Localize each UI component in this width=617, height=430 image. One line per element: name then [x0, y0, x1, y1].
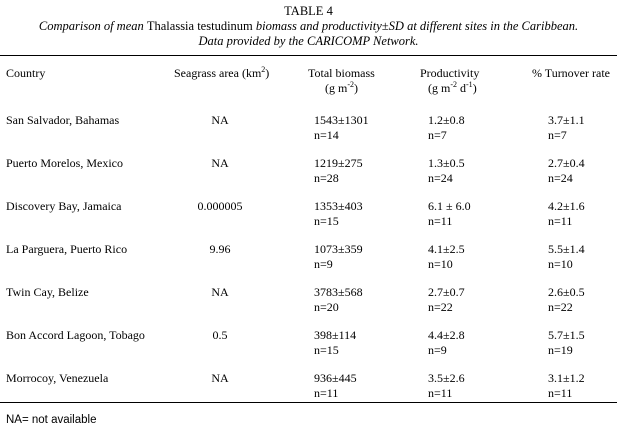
biomass-cell: 1543±1301 n=14	[314, 113, 369, 142]
turnover-cell: 5.5±1.4 n=10	[548, 242, 585, 271]
table-row	[0, 113, 617, 147]
biomass-cell: 936±445 n=11	[314, 371, 357, 400]
table-caption: TABLE 4	[284, 4, 333, 18]
productivity-cell: 6.1 ± 6.0 n=11	[428, 199, 471, 228]
table-row	[0, 328, 617, 362]
header-productivity: Productivity (g $m^{-2}$ $d^{-1}$)	[420, 66, 480, 95]
turnover-cell: 3.1±1.2 n=11	[548, 371, 585, 400]
header-area: Seagrass area $(km^2)$	[174, 65, 270, 80]
footnote: NA= not available	[6, 414, 97, 426]
table-row	[0, 156, 617, 190]
table-title	[0, 4, 617, 49]
productivity-cell: 1.3±0.5 n=24	[428, 156, 465, 185]
country-cell: San Salvador, Bahamas	[6, 113, 120, 127]
bottom-rule	[0, 402, 617, 403]
turnover-cell: 4.2±1.6 n=11	[548, 199, 585, 228]
area-cell: 0.5	[212, 328, 228, 342]
country-cell: Discovery Bay, Jamaica	[6, 199, 122, 213]
country-cell: Puerto Morelos, Mexico	[6, 156, 123, 170]
top-rule	[0, 55, 617, 56]
description-prefix: Comparison of mean	[38, 19, 147, 33]
area-cell: 9.96	[209, 242, 231, 256]
country-cell: Bon Accord Lagoon, Tobago	[6, 328, 145, 342]
turnover-cell: 2.6±0.5 n=22	[548, 285, 585, 314]
table-description-line-1	[0, 19, 617, 34]
productivity-cell: 2.7±0.7 n=22	[428, 285, 465, 314]
biomass-cell: 3783±568 n=20	[314, 285, 363, 314]
productivity-cell: 4.1±2.5 n=10	[428, 242, 465, 271]
turnover-cell: 3.7±1.1 n=7	[548, 113, 585, 142]
area-cell: NA	[211, 371, 229, 385]
area-cell: NA	[211, 285, 229, 299]
description-suffix: biomass and productivity±SD at different sites in the Caribbean.	[252, 19, 579, 33]
area-cell: 0.000005	[197, 199, 243, 213]
country-cell: La Parguera, Puerto Rico	[6, 242, 128, 256]
country-cell: Morrocoy, Venezuela	[6, 371, 109, 385]
species-name: Thalassia testudinum	[146, 19, 253, 33]
productivity-cell: 1.2±0.8 n=7	[428, 113, 465, 142]
table-row	[0, 285, 617, 319]
table-description-line-2: Data provided by the CARICOMP Network.	[198, 34, 419, 48]
area-cell: NA	[211, 113, 229, 127]
header-country: Country	[6, 66, 46, 80]
biomass-cell: 398±114 n=15	[314, 328, 357, 357]
header-turnover: % Turnover rate	[532, 66, 610, 80]
biomass-cell: 1353±403 n=15	[314, 199, 363, 228]
table-row	[0, 199, 617, 233]
area-cell: NA	[211, 156, 229, 170]
header-biomass: Total biomass (g $m^{-2}$)	[308, 66, 375, 95]
table-row	[0, 371, 617, 405]
table-row	[0, 242, 617, 276]
turnover-cell: 2.7±0.4 n=24	[548, 156, 585, 185]
productivity-cell: 4.4±2.8 n=9	[428, 328, 465, 357]
biomass-cell: 1219±275 n=28	[314, 156, 363, 185]
country-cell: Twin Cay, Belize	[6, 285, 89, 299]
biomass-cell: 1073±359 n=9	[314, 242, 363, 271]
turnover-cell: 5.7±1.5 n=19	[548, 328, 585, 357]
productivity-cell: 3.5±2.6 n=11	[428, 371, 465, 400]
